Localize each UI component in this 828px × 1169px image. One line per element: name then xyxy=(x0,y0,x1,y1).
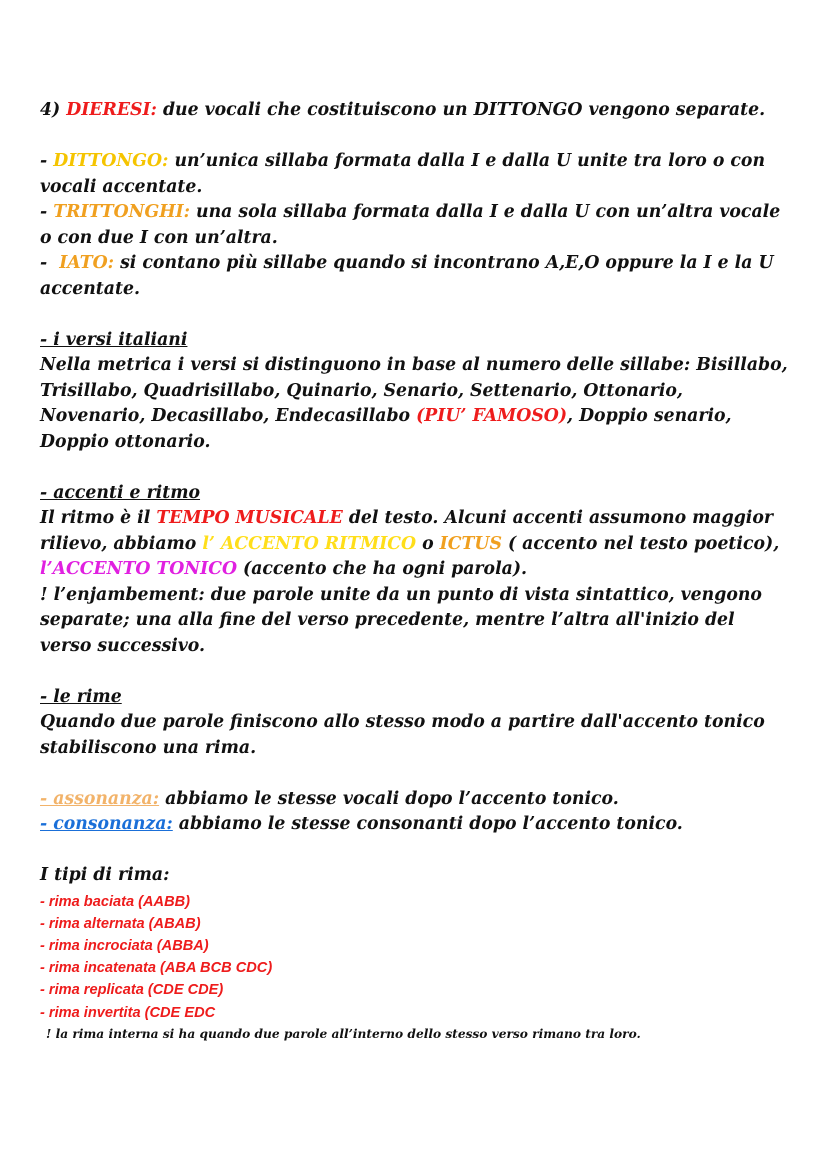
spacer xyxy=(40,302,788,328)
bullet-dash: - xyxy=(40,151,54,171)
trittonghi-term: TRITTONGHI: xyxy=(53,202,191,222)
accenti-text: del testo. Alcuni accenti assumono maggior rilievo, abbiamo xyxy=(40,508,773,554)
assonanza-line xyxy=(40,787,788,813)
iato-term: IATO: xyxy=(59,253,115,273)
dieresi-text: due vocali che costituiscono un DITTONGO vengono separate. xyxy=(156,100,766,120)
list-item: - rima invertita (CDE EDC xyxy=(40,1004,216,1021)
versi-section xyxy=(40,328,788,456)
dieresi-paragraph xyxy=(40,98,788,124)
tipi-heading: I tipi di rima: xyxy=(40,865,170,885)
iato-text: si contano più sillabe quando si incontrano A,E,O oppure la I e la U accentate. xyxy=(40,253,774,299)
rime-list xyxy=(40,891,788,1024)
dieresi-term: DIERESI: xyxy=(66,100,157,120)
rime-heading: - le rime xyxy=(40,686,122,707)
trittonghi-definition xyxy=(40,200,788,251)
accenti-text: o xyxy=(416,533,440,554)
list-item: - rima baciata (AABB) xyxy=(40,893,191,910)
trittonghi-text: una sola sillaba formata dalla I e dalla U con un’altra vocale o con due I con un’altra. xyxy=(40,202,781,248)
bullet-dash: - xyxy=(40,253,60,273)
consonanza-line xyxy=(40,812,788,838)
accenti-text: ( accento nel testo poetico), xyxy=(501,533,780,554)
list-item: - rima incatenata (ABA BCB CDC) xyxy=(40,960,273,977)
versi-text-end: , Doppio senario, Doppio ottonario. xyxy=(40,406,732,452)
spacer xyxy=(40,659,788,685)
spacer xyxy=(40,455,788,481)
accento-tonico: l’ACCENTO TONICO xyxy=(40,559,237,579)
dittongo-term: DITTONGO: xyxy=(53,151,169,171)
accenti-text: Il ritmo è il xyxy=(40,508,157,528)
list-item: - rima replicata (CDE CDE) xyxy=(40,982,224,999)
bullet-dash: - xyxy=(40,202,54,222)
accenti-section xyxy=(40,481,788,660)
dieresi-number: 4) xyxy=(40,100,67,120)
spacer xyxy=(40,838,788,864)
versi-text: Nella metrica i versi si distinguono in base al numero delle sillabe: Bisillabo, Trisillabo, Quadrisillabo, Quinario, Senario, Settenario, Ottonario, Novenario, Decasillabo, Endecasillabo xyxy=(40,355,788,426)
rima-interna-note: ! la rima interna si ha quando due parole all’interno dello stesso verso rimano tra loro. xyxy=(46,1026,641,1041)
rime-section xyxy=(40,685,788,762)
dittongo-text: un’unica sillaba formata dalla I e dalla U unite tra loro o con vocali accentate. xyxy=(40,151,766,197)
spacer xyxy=(40,761,788,787)
assonanza-text: abbiamo le stesse vocali dopo l’accento tonico. xyxy=(159,788,619,809)
dittongo-definition xyxy=(40,149,788,200)
versi-famous: (PIU’ FAMOSO) xyxy=(416,406,568,426)
consonanza-text: abbiamo le stesse consonanti dopo l’accento tonico. xyxy=(172,814,683,834)
list-item: - rima alternata (ABAB) xyxy=(40,915,201,932)
ictus: ICTUS xyxy=(439,533,502,554)
consonanza-term: - consonanza: xyxy=(40,814,173,834)
accenti-heading: - accenti e ritmo xyxy=(40,482,201,503)
assonanza-term: - assonanza: xyxy=(40,788,160,809)
enjambement-note: ! l’enjambement: due parole unite da un punto di vista sintattico, vengono separate; una alla fine del verso precedente, mentre l’altra all'inizio del verso successivo. xyxy=(40,584,762,656)
list-item: - rima incrociata (ABBA) xyxy=(40,937,209,954)
rime-text: Quando due parole finiscono allo stesso modo a partire dall'accento tonico stabiliscono una rima. xyxy=(40,712,765,758)
accento-ritmico: l’ ACCENTO RITMICO xyxy=(202,533,417,554)
tempo-musicale: TEMPO MUSICALE xyxy=(156,508,343,528)
versi-heading: - i versi italiani xyxy=(40,329,188,350)
spacer xyxy=(40,124,788,150)
accenti-text: (accento che ha ogni parola). xyxy=(237,559,528,579)
iato-definition xyxy=(40,251,788,302)
